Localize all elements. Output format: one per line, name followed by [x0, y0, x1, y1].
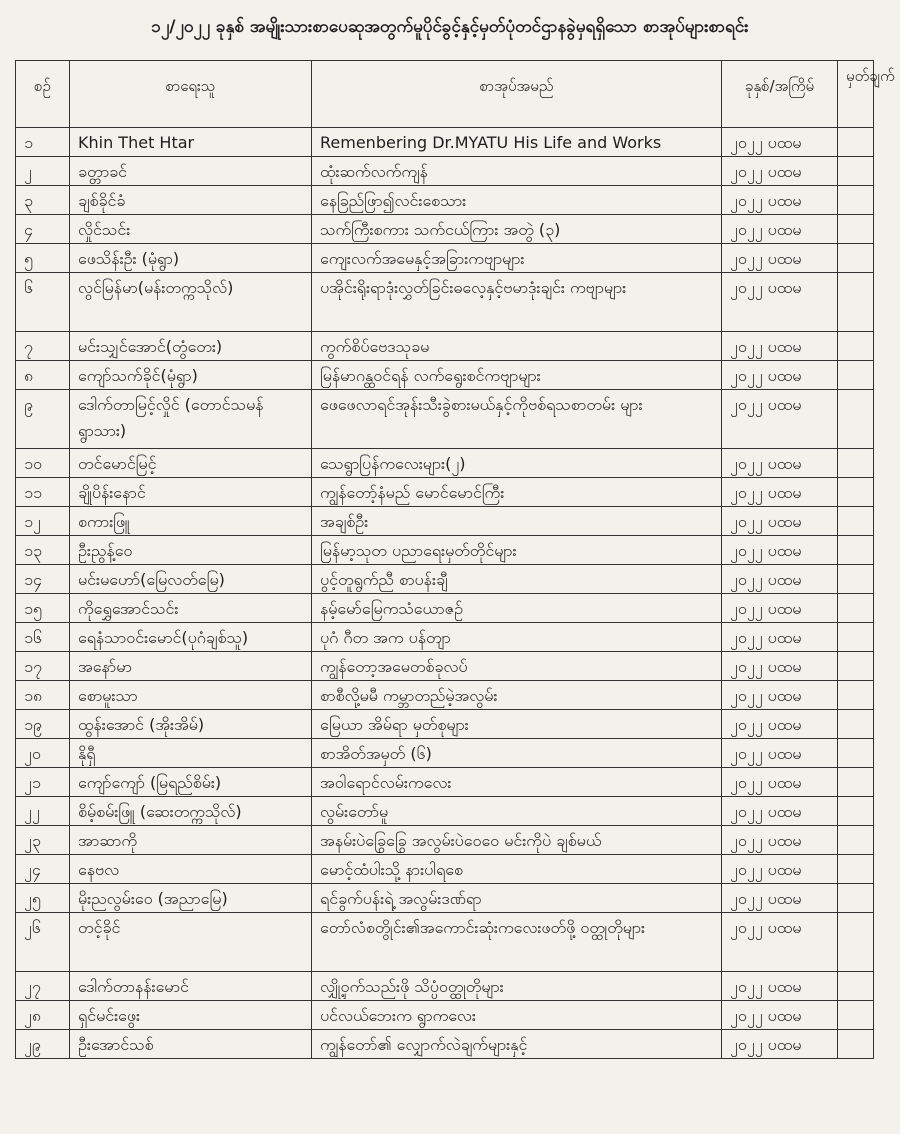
- cell-author: ကျော်ကျော် (မြရည်စိမ်း): [70, 768, 312, 797]
- cell-no: ၂၄: [16, 855, 70, 884]
- table-row: [16, 361, 874, 390]
- cell-year: ၂၀၂၂ ပထမ: [722, 273, 838, 332]
- cell-book: သက်ကြီးစကား သက်ငယ်ကြား အတွဲ (၃): [312, 215, 722, 244]
- cell-year: ၂၀၂၂ ပထမ: [722, 128, 838, 157]
- cell-book: ရင်ခွက်ပန်းရဲ့ အလွမ်းဒဏ်ရာ: [312, 884, 722, 913]
- cell-author: အာဆာကို: [70, 826, 312, 855]
- cell-book: မြန်မာဂန္ထဝင်ရန် လက်ရွေးစင်ကဗျာများ: [312, 361, 722, 390]
- cell-no: ၂၃: [16, 826, 70, 855]
- cell-year: ၂၀၂၂ ပထမ: [722, 681, 838, 710]
- table-row: [16, 507, 874, 536]
- cell-author: ကျော်သက်ခိုင်(မုံရွာ): [70, 361, 312, 390]
- table-row: [16, 157, 874, 186]
- cell-year: ၂၀၂၂ ပထမ: [722, 739, 838, 768]
- cell-no: ၂၆: [16, 913, 70, 972]
- cell-year: ၂၀၂၂ ပထမ: [722, 449, 838, 478]
- header-book: စာအုပ်အမည်: [312, 61, 722, 128]
- cell-remark: [838, 826, 874, 855]
- cell-author: ဒေါက်တာမြင့်လှိုင် (တောင်သမန်ရွာသား): [70, 390, 312, 449]
- cell-no: ၂၂: [16, 797, 70, 826]
- cell-remark: [838, 273, 874, 332]
- cell-year: ၂၀၂၂ ပထမ: [722, 594, 838, 623]
- cell-year: ၂၀၂၂ ပထမ: [722, 332, 838, 361]
- cell-remark: [838, 186, 874, 215]
- cell-no: ၁၅: [16, 594, 70, 623]
- table-row: [16, 332, 874, 361]
- cell-year: ၂၀၂၂ ပထမ: [722, 1001, 838, 1030]
- table-row: [16, 565, 874, 594]
- table-body: [16, 128, 874, 1059]
- cell-book: ပင်လယ်ဘေးက ရွာကလေး: [312, 1001, 722, 1030]
- cell-year: ၂၀၂၂ ပထမ: [722, 826, 838, 855]
- cell-remark: [838, 361, 874, 390]
- cell-year: ၂၀၂၂ ပထမ: [722, 1030, 838, 1059]
- cell-book: မောင့်ထံပါးသို့ နားပါရစေ: [312, 855, 722, 884]
- table-row: [16, 652, 874, 681]
- cell-year: ၂၀၂၂ ပထမ: [722, 710, 838, 739]
- table-row: [16, 478, 874, 507]
- cell-book: ပွင့်တူရွက်ညီ စာပန်းချီ: [312, 565, 722, 594]
- cell-book: နမ့်မော်မြေကသံယောဇဉ်: [312, 594, 722, 623]
- cell-year: ၂၀၂၂ ပထမ: [722, 565, 838, 594]
- cell-no: ၄: [16, 215, 70, 244]
- cell-book: တော်လံစတွိုင်း၏အကောင်းဆုံးကလေးဖတ်ဖို့ ဝတ္ထုတိုများ: [312, 913, 722, 972]
- cell-year: ၂၀၂၂ ပထမ: [722, 797, 838, 826]
- table-row: [16, 594, 874, 623]
- cell-book: ပုဂံ ဂီတ အက ပန်တျာ: [312, 623, 722, 652]
- cell-year: ၂၀၂၂ ပထမ: [722, 157, 838, 186]
- cell-year: ၂၀၂၂ ပထမ: [722, 972, 838, 1001]
- cell-remark: [838, 449, 874, 478]
- cell-no: ၁၄: [16, 565, 70, 594]
- cell-no: ၂၅: [16, 884, 70, 913]
- table-row: [16, 128, 874, 157]
- cell-remark: [838, 913, 874, 972]
- cell-remark: [838, 855, 874, 884]
- cell-author: ချိုပိန်းနောင်: [70, 478, 312, 507]
- cell-remark: [838, 739, 874, 768]
- cell-remark: [838, 1030, 874, 1059]
- table-row: [16, 739, 874, 768]
- cell-no: ၁၆: [16, 623, 70, 652]
- cell-remark: [838, 972, 874, 1001]
- cell-no: ၂၈: [16, 1001, 70, 1030]
- table-row: [16, 884, 874, 913]
- cell-remark: [838, 710, 874, 739]
- cell-author: လှိုင်သင်း: [70, 215, 312, 244]
- cell-book: စာအိတ်အမှတ် (၆): [312, 739, 722, 768]
- cell-remark: [838, 681, 874, 710]
- header-no: စဉ်: [16, 61, 70, 128]
- cell-remark: [838, 652, 874, 681]
- cell-book: အနမ်းပဲခြွေခြွေ အလွမ်းပဲဝေဝေ မင်းကိုပဲ ချစ်မယ်: [312, 826, 722, 855]
- cell-no: ၂၁: [16, 768, 70, 797]
- cell-author: စိမ့်စမ်းဖြူ (ဆေးတက္ကသိုလ်): [70, 797, 312, 826]
- table-row: [16, 244, 874, 273]
- cell-author: ဦးအောင်သစ်: [70, 1030, 312, 1059]
- cell-book: အချစ်ဦး: [312, 507, 722, 536]
- cell-year: ၂၀၂၂ ပထမ: [722, 186, 838, 215]
- cell-no: ၉: [16, 390, 70, 449]
- cell-year: ၂၀၂၂ ပထမ: [722, 884, 838, 913]
- cell-no: ၁၃: [16, 536, 70, 565]
- cell-remark: [838, 244, 874, 273]
- cell-no: ၁၇: [16, 652, 70, 681]
- table-row: [16, 536, 874, 565]
- cell-remark: [838, 768, 874, 797]
- table-row: [16, 826, 874, 855]
- cell-remark: [838, 390, 874, 449]
- table-row: [16, 797, 874, 826]
- header-row: [16, 61, 874, 128]
- cell-no: ၇: [16, 332, 70, 361]
- page-title: ၁၂/၂၀၂၂ ခုနှစ် အမျိုးသားစာပေဆုအတွက်မူပိုင်ခွင့်နှင့်မှတ်ပုံတင်ဌာနခွဲမှရရှိသော စာအုပ်များစာရင်း: [151, 17, 749, 37]
- cell-year: ၂၀၂၂ ပထမ: [722, 361, 838, 390]
- cell-year: ၂၀၂၂ ပထမ: [722, 244, 838, 273]
- cell-remark: [838, 332, 874, 361]
- cell-author: မင်းမဟော်(မြေလတ်မြေ): [70, 565, 312, 594]
- cell-book: မြေယာ အိမ်ရာ မှတ်စုများ: [312, 710, 722, 739]
- table-row: [16, 855, 874, 884]
- header-remark: မှတ်ချက်: [838, 61, 874, 128]
- cell-no: ၁၈: [16, 681, 70, 710]
- cell-no: ၂: [16, 157, 70, 186]
- cell-no: ၁၉: [16, 710, 70, 739]
- cell-year: ၂၀၂၂ ပထမ: [722, 768, 838, 797]
- cell-author: ဒေါက်တာနန်းမောင်: [70, 972, 312, 1001]
- cell-year: ၂၀၂၂ ပထမ: [722, 652, 838, 681]
- cell-year: ၂၀၂၂ ပထမ: [722, 855, 838, 884]
- cell-book: ကျွန်တော့်နံမည် မောင်မောင်ကြီး: [312, 478, 722, 507]
- table-row: [16, 215, 874, 244]
- cell-remark: [838, 565, 874, 594]
- cell-remark: [838, 128, 874, 157]
- cell-book: ကျွန်တော်၏ လျှောက်လဲချက်များနှင့်: [312, 1030, 722, 1059]
- cell-author: မင်းသျှင်အောင်(တွံတေး): [70, 332, 312, 361]
- cell-no: ၂၀: [16, 739, 70, 768]
- table-row: [16, 186, 874, 215]
- cell-author: ချစ်ခိုင်ခံ: [70, 186, 312, 215]
- cell-book: ဖေဖေလာရင်အုန်းသီးခွဲစားမယ်နှင့်ကိုဗစ်ရသစာတမ်း များ: [312, 390, 722, 449]
- cell-book: ကွက်စိပ်ဗေဒသုခမ: [312, 332, 722, 361]
- cell-author: စောမူးသာ: [70, 681, 312, 710]
- cell-year: ၂၀၂၂ ပထမ: [722, 215, 838, 244]
- cell-book: နေခြည်ဖြာ၍လင်းစေသား: [312, 186, 722, 215]
- cell-author: ကိုရွှေအောင်သင်း: [70, 594, 312, 623]
- book-list-table: [15, 60, 895, 1059]
- cell-book: ထုံးဆက်လက်ကျန်: [312, 157, 722, 186]
- cell-book: သေရွာပြန်ကလေးများ(၂): [312, 449, 722, 478]
- cell-remark: [838, 536, 874, 565]
- cell-book: မြန်မာ့သုတ ပညာရေးမှတ်တိုင်များ: [312, 536, 722, 565]
- cell-author: ခတ္တာခင်: [70, 157, 312, 186]
- cell-author: တင်မောင်မြင့်: [70, 449, 312, 478]
- cell-remark: [838, 157, 874, 186]
- table-row: [16, 1030, 874, 1059]
- cell-author: Khin Thet Htar: [70, 128, 312, 157]
- cell-remark: [838, 797, 874, 826]
- cell-author: ရှင်မင်းဖွေး: [70, 1001, 312, 1030]
- cell-book: ကျေးလက်အမေနှင့်အခြားကဗျာများ: [312, 244, 722, 273]
- cell-author: တင့်ခိုင်: [70, 913, 312, 972]
- cell-book: ပအိုင်းရိုးရာဒုံးလွှတ်ခြင်းဓလေ့နှင့်ဗမာဒုံးချင်း ကဗျာများ: [312, 273, 722, 332]
- cell-no: ၈: [16, 361, 70, 390]
- table-row: [16, 681, 874, 710]
- table-row: [16, 623, 874, 652]
- cell-author: မိုးညလွမ်းဝေ (အညာမြေ): [70, 884, 312, 913]
- cell-remark: [838, 478, 874, 507]
- cell-book: စာစီလို့မမီ ကမ္ဘာတည်မဲ့အလွမ်း: [312, 681, 722, 710]
- cell-author: ထွန်းအောင် (အိုးအိမ်): [70, 710, 312, 739]
- table-row: [16, 273, 874, 332]
- cell-remark: [838, 623, 874, 652]
- cell-no: ၁၂: [16, 507, 70, 536]
- cell-author: အနော်မာ: [70, 652, 312, 681]
- cell-book: လျှို့ဝှက်သည်းဖို သိပ္ပံဝတ္ထုတိုများ: [312, 972, 722, 1001]
- cell-year: ၂၀၂၂ ပထမ: [722, 913, 838, 972]
- cell-author: နိုရှီ: [70, 739, 312, 768]
- cell-no: ၃: [16, 186, 70, 215]
- cell-remark: [838, 507, 874, 536]
- cell-author: နေဗလ: [70, 855, 312, 884]
- cell-year: ၂၀၂၂ ပထမ: [722, 507, 838, 536]
- table-row: [16, 390, 874, 449]
- cell-no: ၁၀: [16, 449, 70, 478]
- table-row: [16, 972, 874, 1001]
- cell-no: ၂၇: [16, 972, 70, 1001]
- cell-author: ဦးညွန့်ဝေ: [70, 536, 312, 565]
- cell-book: ကျွန်တော့အမေတစ်ခုလပ်: [312, 652, 722, 681]
- table-row: [16, 913, 874, 972]
- header-author: စာရေးသူ: [70, 61, 312, 128]
- table-row: [16, 768, 874, 797]
- cell-author: လွင်မြန်မာ(မန်းတက္ကသိုလ်): [70, 273, 312, 332]
- cell-author: ဖေသိန်းဦး (မုံရွာ): [70, 244, 312, 273]
- cell-remark: [838, 884, 874, 913]
- cell-no: ၁: [16, 128, 70, 157]
- cell-no: ၆: [16, 273, 70, 332]
- table-row: [16, 1001, 874, 1030]
- cell-no: ၅: [16, 244, 70, 273]
- cell-no: ၂၉: [16, 1030, 70, 1059]
- cell-book: လွမ်းတော်မူ: [312, 797, 722, 826]
- table-row: [16, 710, 874, 739]
- header-year: ခုနှစ်/အကြိမ်: [722, 61, 838, 128]
- table-row: [16, 449, 874, 478]
- cell-author: စကားဖြူ: [70, 507, 312, 536]
- cell-book: Remenbering Dr.MYATU His Life and Works: [312, 128, 722, 157]
- cell-book: အဝါရောင်လမ်းကလေး: [312, 768, 722, 797]
- cell-remark: [838, 215, 874, 244]
- cell-remark: [838, 594, 874, 623]
- cell-year: ၂၀၂၂ ပထမ: [722, 623, 838, 652]
- cell-no: ၁၁: [16, 478, 70, 507]
- cell-year: ၂၀၂၂ ပထမ: [722, 390, 838, 449]
- cell-author: ရေနံသာဝင်းမောင်(ပုဂံချစ်သူ): [70, 623, 312, 652]
- cell-year: ၂၀၂၂ ပထမ: [722, 536, 838, 565]
- cell-remark: [838, 1001, 874, 1030]
- cell-year: ၂၀၂၂ ပထမ: [722, 478, 838, 507]
